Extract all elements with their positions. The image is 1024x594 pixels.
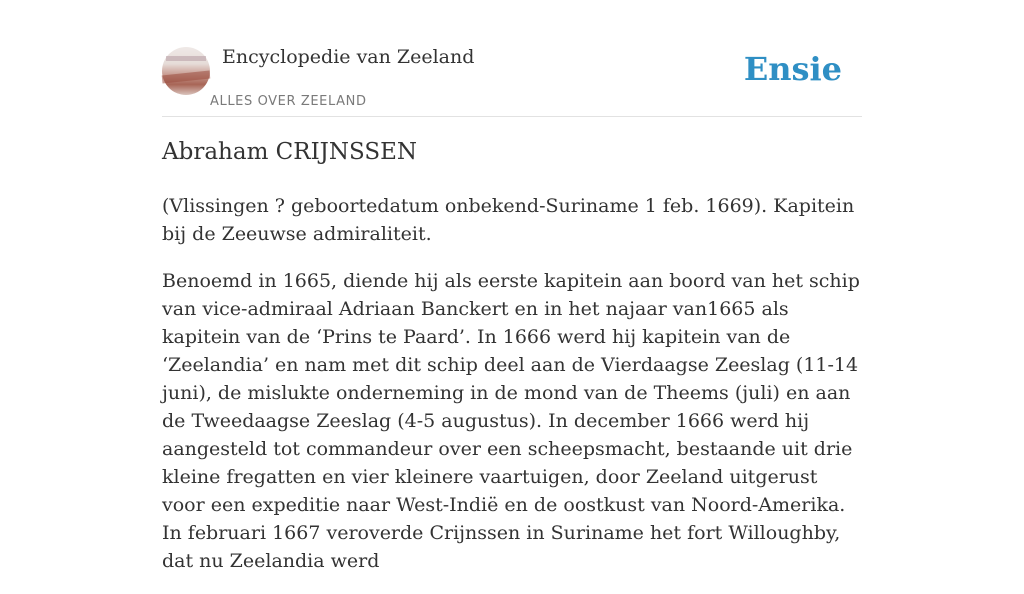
article-paragraph: (Vlissingen ? geboortedatum onbekend-Suriname 1 feb. 1669). Kapitein bij de Zeeuwse admiraliteit. <box>162 195 855 245</box>
brand-logo[interactable]: Ensie <box>743 50 842 88</box>
site-subtitle: ALLES OVER ZEELAND <box>210 94 367 109</box>
article-body <box>162 192 864 594</box>
article-title: Abraham CRIJNSSEN <box>162 139 418 165</box>
site-avatar[interactable] <box>162 47 210 95</box>
article-paragraph: Benoemd in 1665, diende hij als eerste kapitein aan boord van het schip van vice-admiraal Adriaan Banckert en in het najaar van1665 als kapitein van de ‘Prins te Paard’. In 1666 werd hij kapitein van de ‘Zeelandia’ en nam met dit schip deel aan de Vierdaagse Zeeslag (11-14 juni), de mislukte onderneming in de mond van de Theems (juli) en aan de Tweedaagse Zeeslag (4-5 augustus). In december 1666 werd hij aangesteld tot commandeur over een scheepsmacht, bestaande uit drie kleine fregatten en vier kleinere vaartuigen, door Zeeland uitgerust voor een expeditie naar West-Indië en de oostkust van Noord-Amerika. In februari 1667 veroverde Crijnssen in Suriname het fort Willoughby, dat nu Zeelandia werd <box>162 270 860 572</box>
site-header <box>162 44 862 117</box>
avatar-detail <box>166 56 206 61</box>
avatar-detail <box>162 71 211 84</box>
site-title[interactable]: Encyclopedie van Zeeland <box>222 46 475 68</box>
